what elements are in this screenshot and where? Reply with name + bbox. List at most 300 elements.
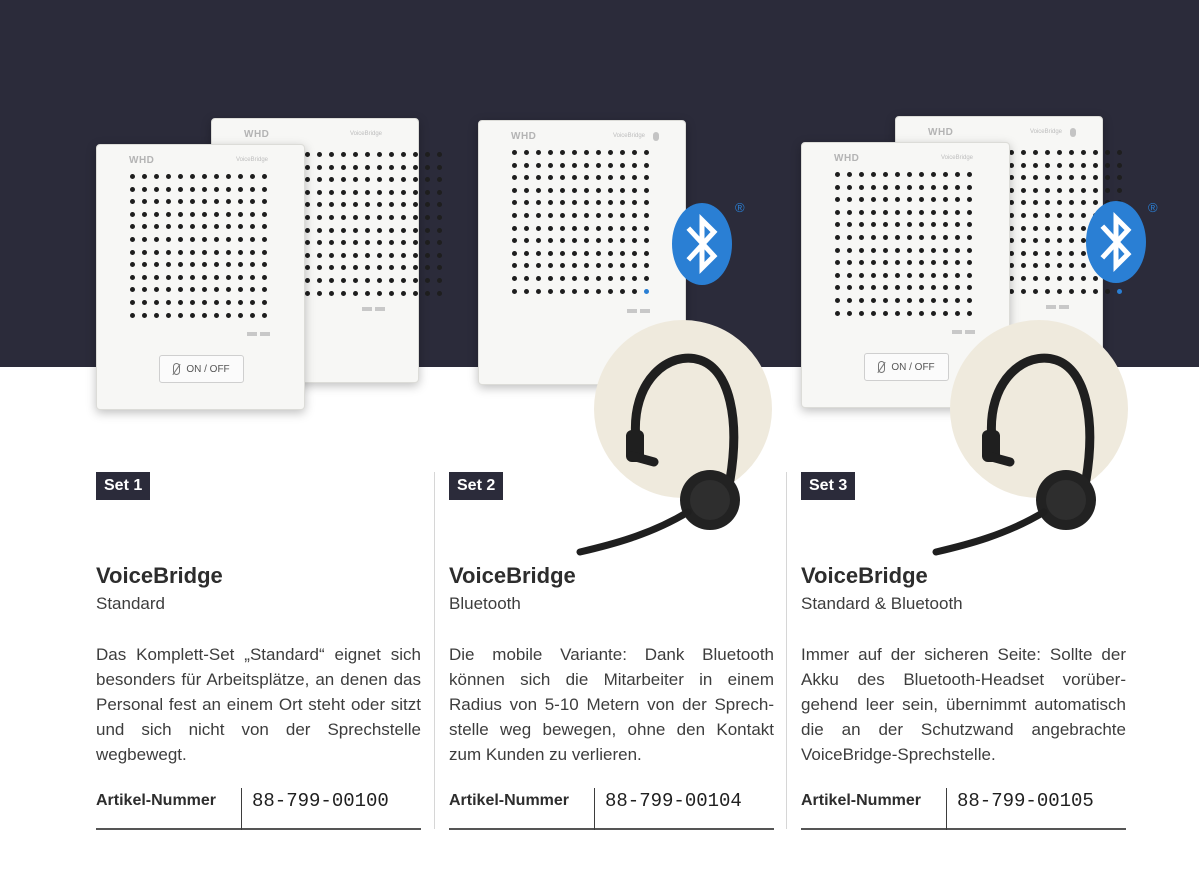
grille-dot	[401, 265, 406, 270]
grille-dot	[262, 275, 267, 280]
grille-dot	[190, 287, 195, 292]
grille-dot	[1045, 276, 1050, 281]
grille-dot	[919, 185, 924, 190]
grille-dot	[178, 199, 183, 204]
grille-dot	[1069, 150, 1074, 155]
grille-dot	[955, 235, 960, 240]
grille-dot	[512, 150, 517, 155]
grille-dot	[524, 163, 529, 168]
grille-dot	[377, 240, 382, 245]
grille-dot	[572, 238, 577, 243]
grille-dot	[425, 278, 430, 283]
grille-dot	[377, 278, 382, 283]
grille-dot	[560, 175, 565, 180]
grille-dot	[226, 212, 231, 217]
grille-dot	[955, 185, 960, 190]
grille-dot	[644, 226, 649, 231]
grille-dot	[317, 202, 322, 207]
grille-dot	[895, 285, 900, 290]
grille-dot	[437, 240, 442, 245]
grille-dot	[389, 253, 394, 258]
grille-dot	[214, 199, 219, 204]
grille-dot	[943, 260, 948, 265]
grille-dot	[1021, 251, 1026, 256]
grille-dot	[644, 213, 649, 218]
grille-dot	[1117, 163, 1122, 168]
grille-dot	[1105, 150, 1110, 155]
grille-dot	[512, 289, 517, 294]
grille-dot	[190, 300, 195, 305]
headset-image	[570, 340, 770, 565]
grille-dot	[317, 177, 322, 182]
grille-dot	[1033, 263, 1038, 268]
grille-dot	[250, 287, 255, 292]
grille-dot	[401, 190, 406, 195]
grille-dot	[895, 210, 900, 215]
grille-dot	[835, 197, 840, 202]
grille-dot	[425, 240, 430, 245]
grille-dot	[620, 163, 625, 168]
grille-dot	[178, 250, 183, 255]
grille-dot	[847, 311, 852, 316]
grille-dot	[226, 199, 231, 204]
grille-dot	[608, 213, 613, 218]
grille-dot	[883, 273, 888, 278]
grille-dot	[190, 174, 195, 179]
grille-dot	[871, 210, 876, 215]
grille-dot	[955, 248, 960, 253]
grille-dot	[524, 200, 529, 205]
grille-dot	[644, 276, 649, 281]
grille-dot	[931, 285, 936, 290]
grille-dot	[178, 174, 183, 179]
grille-dot	[847, 222, 852, 227]
grille-dot	[967, 222, 972, 227]
grille-dot	[425, 202, 430, 207]
grille-dot	[1057, 150, 1062, 155]
grille-dot	[238, 224, 243, 229]
grille-dot	[895, 222, 900, 227]
grille-dot	[620, 251, 625, 256]
grille-dot	[919, 311, 924, 316]
grille-dot	[401, 228, 406, 233]
grille-dot	[859, 222, 864, 227]
grille-dot	[154, 275, 159, 280]
brand-logo: WHD	[129, 155, 155, 166]
grille-dot	[943, 197, 948, 202]
grille-dot	[238, 237, 243, 242]
grille-dot	[353, 228, 358, 233]
grille-dot	[317, 253, 322, 258]
grille-dot	[341, 202, 346, 207]
grille-dot	[389, 291, 394, 296]
grille-dot	[238, 275, 243, 280]
grille-dot	[883, 172, 888, 177]
grille-dot	[560, 150, 565, 155]
grille-dot	[883, 248, 888, 253]
grille-dot	[644, 188, 649, 193]
grille-dot	[548, 200, 553, 205]
grille-dot	[166, 300, 171, 305]
microphone-icon	[878, 361, 885, 373]
grille-dot	[536, 150, 541, 155]
grille-dot	[883, 235, 888, 240]
grille-dot	[536, 163, 541, 168]
grille-dot	[548, 238, 553, 243]
brand-logo: WHD	[928, 127, 954, 138]
grille-dot	[154, 187, 159, 192]
grille-dot	[401, 177, 406, 182]
grille-dot	[226, 300, 231, 305]
grille-dot	[859, 311, 864, 316]
grille-dot	[955, 260, 960, 265]
grille-dot	[214, 250, 219, 255]
grille-dot	[859, 197, 864, 202]
grille-dot	[142, 237, 147, 242]
microphone-icon	[173, 363, 180, 375]
grille-dot	[413, 202, 418, 207]
grille-dot	[425, 228, 430, 233]
grille-dot	[919, 298, 924, 303]
grille-dot	[632, 213, 637, 218]
grille-dot	[572, 289, 577, 294]
grille-dot	[317, 291, 322, 296]
grille-dot	[341, 177, 346, 182]
grille-dot	[943, 285, 948, 290]
grille-dot	[365, 190, 370, 195]
grille-dot	[437, 177, 442, 182]
grille-dot	[365, 240, 370, 245]
grille-dot	[584, 276, 589, 281]
grille-dot	[883, 222, 888, 227]
grille-dot	[596, 213, 601, 218]
grille-dot	[401, 278, 406, 283]
grille-dot	[365, 278, 370, 283]
grille-dot	[524, 276, 529, 281]
grille-dot	[437, 228, 442, 233]
grille-dot	[1045, 213, 1050, 218]
grille-dot	[401, 165, 406, 170]
speaker-grille	[509, 147, 653, 298]
grille-dot	[931, 298, 936, 303]
grille-dot	[644, 150, 649, 155]
grille-dot	[365, 228, 370, 233]
grille-dot	[389, 152, 394, 157]
grille-dot	[632, 175, 637, 180]
grille-dot	[859, 172, 864, 177]
grille-dot	[1057, 226, 1062, 231]
grille-dot	[142, 300, 147, 305]
grille-dot	[1021, 263, 1026, 268]
grille-dot	[907, 185, 912, 190]
grille-dot	[1117, 175, 1122, 180]
grille-dot	[413, 291, 418, 296]
grille-dot	[632, 200, 637, 205]
grille-dot	[596, 150, 601, 155]
grille-dot	[142, 262, 147, 267]
grille-dot	[835, 172, 840, 177]
grille-dot	[524, 188, 529, 193]
grille-dot	[548, 289, 553, 294]
grille-dot	[214, 287, 219, 292]
grille-dot	[835, 248, 840, 253]
grille-dot	[596, 175, 601, 180]
grille-dot	[620, 175, 625, 180]
set-tag: Set 1	[96, 472, 150, 500]
grille-dot	[425, 265, 430, 270]
grille-dot	[907, 235, 912, 240]
article-number: 88-799-00100	[252, 790, 389, 812]
grille-dot	[413, 278, 418, 283]
grille-dot	[178, 187, 183, 192]
grille-dot	[1093, 289, 1098, 294]
grille-dot	[1117, 188, 1122, 193]
grille-dot	[413, 165, 418, 170]
grille-dot	[572, 276, 577, 281]
grille-dot	[262, 287, 267, 292]
grille-dot	[329, 215, 334, 220]
column-divider	[434, 472, 435, 829]
grille-dot	[632, 163, 637, 168]
grille-dot	[166, 250, 171, 255]
grille-dot	[572, 150, 577, 155]
grille-dot	[584, 251, 589, 256]
grille-dot	[871, 273, 876, 278]
grille-dot	[955, 210, 960, 215]
grille-dot	[967, 185, 972, 190]
grille-dot	[967, 235, 972, 240]
grille-dot	[572, 163, 577, 168]
grille-dot	[632, 188, 637, 193]
grille-dot	[425, 190, 430, 195]
grille-dot	[437, 215, 442, 220]
grille-dot	[584, 175, 589, 180]
grille-dot	[572, 188, 577, 193]
grille-dot	[572, 251, 577, 256]
grille-dot	[1069, 163, 1074, 168]
grille-dot	[560, 251, 565, 256]
grille-dot	[250, 199, 255, 204]
set-1-column	[96, 472, 421, 812]
grille-dot	[871, 222, 876, 227]
grille-dot	[1057, 175, 1062, 180]
grille-dot	[512, 238, 517, 243]
grille-dot	[1033, 200, 1038, 205]
grille-dot	[1069, 251, 1074, 256]
grille-dot	[548, 251, 553, 256]
grille-dot	[536, 276, 541, 281]
grille-dot	[305, 240, 310, 245]
grille-dot	[329, 278, 334, 283]
grille-dot	[413, 177, 418, 182]
grille-dot	[329, 265, 334, 270]
grille-dot	[214, 237, 219, 242]
grille-dot	[305, 165, 310, 170]
grille-dot	[1069, 263, 1074, 268]
grille-dot	[847, 185, 852, 190]
grille-dot	[250, 187, 255, 192]
grille-dot	[353, 240, 358, 245]
grille-dot	[250, 212, 255, 217]
grille-dot	[401, 291, 406, 296]
grille-dot	[202, 287, 207, 292]
grille-dot	[608, 200, 613, 205]
grille-dot	[608, 175, 613, 180]
grille-dot	[353, 215, 358, 220]
grille-dot	[1069, 213, 1074, 218]
grille-dot	[305, 253, 310, 258]
grille-dot	[142, 313, 147, 318]
grille-dot	[608, 238, 613, 243]
grille-dot	[895, 172, 900, 177]
grille-dot	[190, 262, 195, 267]
grille-dot	[154, 199, 159, 204]
grille-dot	[377, 228, 382, 233]
grille-dot	[907, 210, 912, 215]
grille-dot	[262, 199, 267, 204]
grille-dot	[202, 237, 207, 242]
grille-dot	[835, 210, 840, 215]
grille-dot	[166, 313, 171, 318]
grille-dot	[142, 212, 147, 217]
grille-dot	[524, 289, 529, 294]
grille-dot	[943, 235, 948, 240]
grille-dot	[907, 298, 912, 303]
grille-dot	[596, 200, 601, 205]
article-number: 88-799-00104	[605, 790, 742, 812]
grille-dot	[178, 224, 183, 229]
grille-dot	[202, 174, 207, 179]
grille-dot	[1057, 276, 1062, 281]
grille-dot	[907, 311, 912, 316]
grille-dot	[524, 251, 529, 256]
set-tag: Set 2	[449, 472, 503, 500]
grille-dot	[166, 199, 171, 204]
article-number-row	[96, 788, 421, 830]
grille-dot	[883, 185, 888, 190]
grille-dot	[1069, 200, 1074, 205]
grille-dot	[1021, 213, 1026, 218]
grille-dot	[907, 248, 912, 253]
grille-dot	[1117, 150, 1122, 155]
grille-dot	[835, 185, 840, 190]
grille-dot	[190, 212, 195, 217]
grille-dot	[1021, 289, 1026, 294]
article-number-row	[801, 788, 1126, 830]
grille-dot	[401, 202, 406, 207]
grille-dot	[377, 215, 382, 220]
grille-dot	[943, 273, 948, 278]
grille-dot	[190, 250, 195, 255]
grille-dot	[620, 276, 625, 281]
grille-dot	[847, 260, 852, 265]
grille-dot	[1105, 175, 1110, 180]
grille-dot	[1021, 276, 1026, 281]
model-label: VoiceBridge	[940, 155, 973, 161]
grille-dot	[1021, 163, 1026, 168]
product-subtitle: Standard & Bluetooth	[801, 594, 963, 613]
grille-dot	[190, 224, 195, 229]
grille-dot	[166, 287, 171, 292]
bluetooth-mini-icon	[1070, 128, 1076, 137]
grille-dot	[437, 265, 442, 270]
grille-dot	[608, 150, 613, 155]
grille-dot	[847, 235, 852, 240]
grille-dot	[1069, 238, 1074, 243]
grille-dot	[202, 250, 207, 255]
grille-dot	[859, 235, 864, 240]
grille-dot	[305, 291, 310, 296]
grille-dot	[130, 250, 135, 255]
grille-dot	[1069, 226, 1074, 231]
grille-dot	[931, 311, 936, 316]
grille-dot	[859, 210, 864, 215]
grille-dot	[214, 262, 219, 267]
grille-dot	[943, 222, 948, 227]
grille-dot	[548, 163, 553, 168]
grille-dot	[895, 273, 900, 278]
grille-dot	[967, 260, 972, 265]
grille-dot	[584, 263, 589, 268]
grille-dot	[262, 300, 267, 305]
grille-dot	[620, 238, 625, 243]
grille-dot	[584, 188, 589, 193]
set-tag: Set 3	[801, 472, 855, 500]
grille-dot	[931, 248, 936, 253]
grille-dot	[632, 289, 637, 294]
grille-dot	[1021, 150, 1026, 155]
grille-dot	[377, 291, 382, 296]
grille-dot	[1021, 226, 1026, 231]
grille-dot	[329, 190, 334, 195]
grille-dot	[238, 287, 243, 292]
grille-dot	[919, 260, 924, 265]
grille-dot	[317, 278, 322, 283]
grille-dot	[620, 200, 625, 205]
grille-dot	[1105, 163, 1110, 168]
grille-dot	[967, 298, 972, 303]
grille-dot	[178, 212, 183, 217]
grille-dot	[317, 265, 322, 270]
grille-dot	[907, 273, 912, 278]
grille-dot	[365, 165, 370, 170]
grille-dot	[202, 275, 207, 280]
grille-dot	[548, 175, 553, 180]
status-leds	[362, 307, 385, 311]
grille-dot	[548, 213, 553, 218]
grille-dot	[871, 185, 876, 190]
grille-dot	[536, 238, 541, 243]
grille-dot	[1021, 188, 1026, 193]
grille-dot	[596, 226, 601, 231]
grille-dot	[154, 224, 159, 229]
grille-dot	[305, 215, 310, 220]
grille-dot	[1033, 289, 1038, 294]
grille-dot	[142, 275, 147, 280]
grille-dot	[329, 165, 334, 170]
grille-dot	[620, 226, 625, 231]
grille-dot	[1045, 226, 1050, 231]
grille-dot	[524, 238, 529, 243]
grille-dot	[1081, 175, 1086, 180]
grille-dot	[1081, 150, 1086, 155]
grille-dot	[608, 289, 613, 294]
grille-dot	[895, 235, 900, 240]
grille-dot	[536, 200, 541, 205]
speaker-grille	[127, 171, 271, 322]
grille-dot	[955, 222, 960, 227]
grille-dot	[871, 235, 876, 240]
